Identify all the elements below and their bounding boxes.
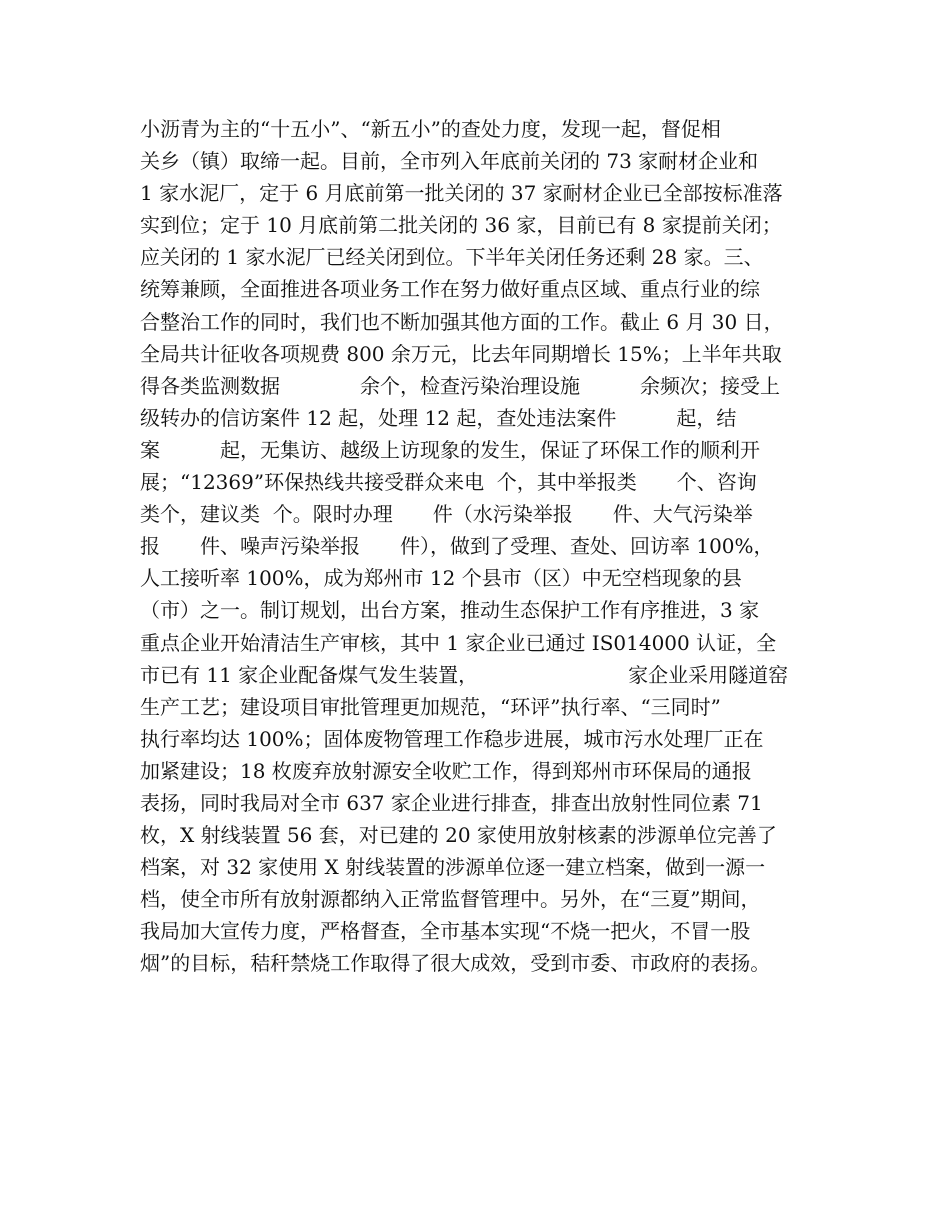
text-line: 档，使全市所有放射源都纳入正常监督管理中。另外，在“三夏”期间，	[140, 887, 761, 912]
text-line: 人工接听率 100%，成为郑州市 12 个县市（区）中无空档现象的县	[140, 566, 742, 591]
text-line: 展；“12369”环保热线共接受群众来电 个，其中举报类 个、咨询	[140, 470, 757, 495]
body-paragraph	[140, 113, 840, 980]
text-line: 得各类监测数据 余个，检查污染治理设施 余频次；接受上	[140, 373, 780, 398]
text-line: 加紧建设；18 枚废弃放射源安全收贮工作，得到郑州市环保局的通报	[140, 758, 752, 783]
text-line: 市已有 11 家企业配备煤气发生装置， 家企业采用隧道窑	[140, 662, 789, 687]
text-line: （市）之一。制订规划，出台方案，推动生态保护工作有序推进，3 家	[140, 598, 760, 623]
text-line: 全局共计征收各项规费 800 余万元，比去年同期增长 15%；上半年共取	[140, 341, 782, 366]
text-line: 实到位；定于 10 月底前第二批关闭的 36 家，目前已有 8 家提前关闭；	[140, 213, 782, 238]
text-line: 报 件、噪声污染举报 件），做到了受理、查处、回访率 100%，	[140, 534, 774, 559]
text-line: 重点企业开始清洁生产审核，其中 1 家企业已通过 IS014000 认证，全	[140, 630, 777, 655]
text-line: 我局加大宣传力度，严格督查，全市基本实现“不烧一把火，不冒一股	[140, 919, 751, 944]
text-line: 1 家水泥厂，定于 6 月底前第一批关闭的 37 家耐材企业已全部按标准落	[140, 181, 783, 206]
text-line: 统筹兼顾，全面推进各项业务工作在努力做好重点区域、重点行业的综	[140, 277, 760, 302]
text-line: 类个，建议类 个。限时办理 件（水污染举报 件、大气污染举	[140, 502, 753, 527]
text-line: 枚，X 射线装置 56 套，对已建的 20 家使用放射核素的涉源单位完善了	[140, 823, 777, 848]
text-line: 级转办的信访案件 12 起，处理 12 起，查处违法案件 起，结	[140, 405, 737, 430]
text-line: 关乡（镇）取缔一起。目前，全市列入年底前关闭的 73 家耐材企业和	[140, 149, 759, 174]
text-line: 应关闭的 1 家水泥厂已经关闭到位。下半年关闭任务还剩 28 家。三、	[140, 245, 764, 270]
text-line: 合整治工作的同时，我们也不断加强其他方面的工作。截止 6 月 30 日，	[140, 309, 784, 334]
text-line: 表扬，同时我局对全市 637 家企业进行排查，排查出放射性同位素 71	[140, 790, 763, 815]
text-line: 执行率均达 100%；固体废物管理工作稳步进展，城市污水处理厂正在	[140, 726, 764, 751]
text-line: 案 起，无集访、越级上访现象的发生，保证了环保工作的顺利开	[140, 437, 760, 462]
text-line: 生产工艺；建设项目审批管理更加规范，“环评”执行率、“三同时”	[140, 694, 721, 719]
text-line: 档案，对 32 家使用 X 射线装置的涉源单位逐一建立档案，做到一源一	[140, 855, 766, 880]
text-line: 烟”的目标，秸秆禁烧工作取得了很大成效，受到市委、市政府的表扬。	[140, 951, 771, 976]
text-line: 小沥青为主的“十五小”、“新五小”的查处力度，发现一起，督促相	[140, 117, 721, 141]
